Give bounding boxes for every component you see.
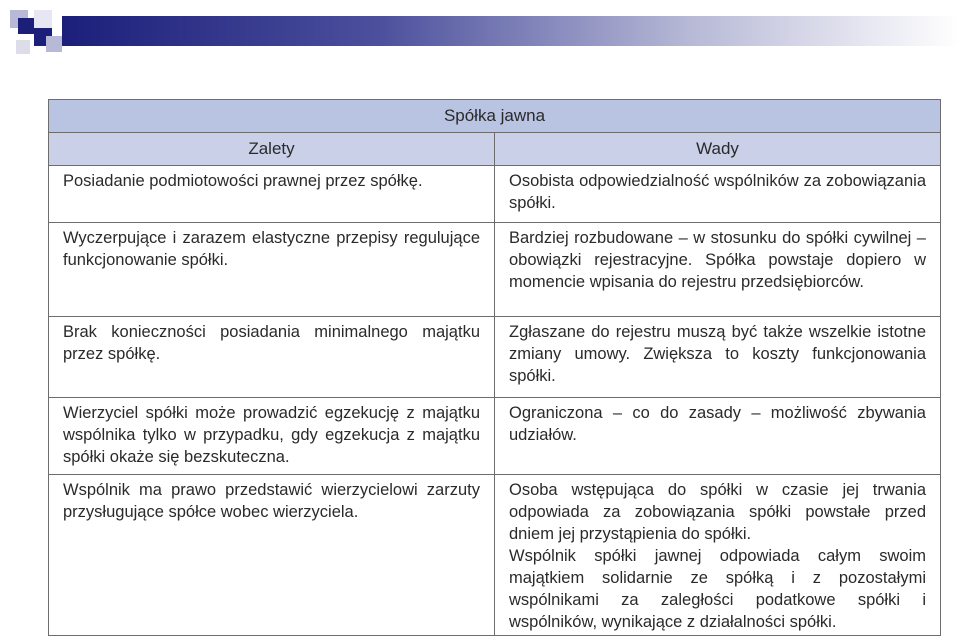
cell-wada: Ograniczona – co do zasady – możliwość zbywania udziałów. — [495, 398, 941, 475]
deco-square — [34, 10, 52, 28]
cell-wada-paragraph: Wspólnik spółki jawnej odpowiada całym swoim majątkiem solidarnie ze spółką i z pozostałymi wspólnikami za zaległości podatkowe spółki i wspólników, wynikające z działalności spółki. — [509, 547, 926, 631]
cell-zaleta: Wierzyciel spółki może prowadzić egzekucję z majątku wspólnika tylko w przypadku, gdy egzekucja z majątku spółki okaże się bezskuteczna. — [49, 398, 495, 475]
deco-square — [16, 40, 30, 54]
deco-square — [46, 36, 62, 52]
cell-wada-multi — [495, 475, 941, 636]
cell-zaleta: Wspólnik ma prawo przedstawić wierzycielowi zarzuty przysługujące spółce wobec wierzyciela. — [49, 475, 495, 636]
column-header-zalety: Zalety — [49, 133, 495, 166]
table-row — [49, 166, 941, 223]
comparison-table — [48, 99, 941, 636]
cell-wada-paragraph: Osoba wstępująca do spółki w czasie jej trwania odpowiada za zobowiązania spółki powstałe przed dniem jej przystąpienia do spółki. — [509, 481, 926, 543]
slide-decoration — [0, 0, 960, 70]
cell-wada: Zgłaszane do rejestru muszą być także wszelkie istotne zmiany umowy. Zwiększa to koszty funkcjonowania spółki. — [495, 317, 941, 398]
table-row — [49, 475, 941, 636]
cell-zaleta: Brak konieczności posiadania minimalnego majątku przez spółkę. — [49, 317, 495, 398]
cell-wada: Bardziej rozbudowane – w stosunku do spółki cywilnej – obowiązki rejestracyjne. Spółka powstaje dopiero w momencie wpisania do rejestru przedsiębiorców. — [495, 223, 941, 317]
cell-zaleta: Posiadanie podmiotowości prawnej przez spółkę. — [49, 166, 495, 223]
cell-zaleta: Wyczerpujące i zarazem elastyczne przepisy regulujące funkcjonowanie spółki. — [49, 223, 495, 317]
table-row — [49, 223, 941, 317]
table-title: Spółka jawna — [49, 100, 941, 133]
deco-square — [18, 18, 34, 34]
cell-wada: Osobista odpowiedzialność wspólników za zobowiązania spółki. — [495, 166, 941, 223]
table-row — [49, 398, 941, 475]
column-header-wady: Wady — [495, 133, 941, 166]
deco-gradient-bar — [62, 16, 960, 46]
table-row — [49, 317, 941, 398]
